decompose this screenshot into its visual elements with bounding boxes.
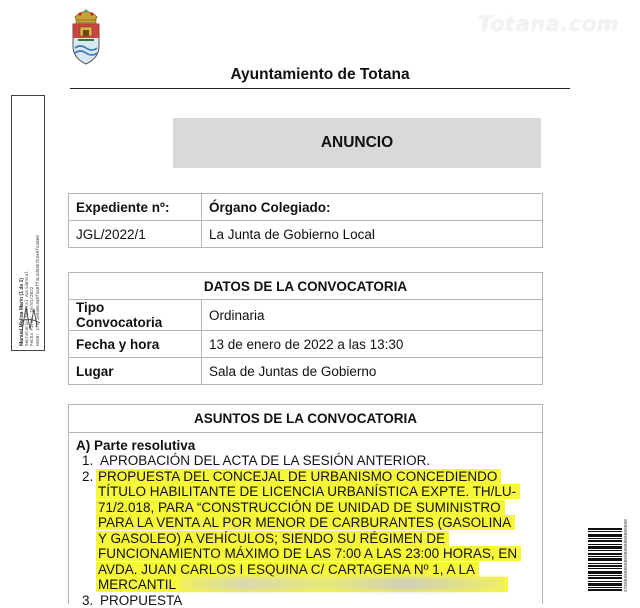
header-divider (70, 88, 570, 89)
item-number: 2. (82, 469, 93, 485)
agenda-item (82, 453, 532, 469)
item-line-text: MERCANTIL (98, 577, 176, 592)
item-line (96, 577, 508, 592)
item-line: FUNCIONAMIENTO MÁXIMO DE LAS 7:00 A LAS 23:00 HORAS, EN (96, 546, 521, 561)
call-details-title: DATOS DE LA CONVOCATORIA (69, 273, 543, 300)
coat-of-arms-logo (66, 4, 106, 66)
file-number-header: Expediente nº: (69, 194, 202, 221)
date-time-label: Fecha y hora (69, 331, 202, 358)
agenda-subsection: A) Parte resolutiva (76, 438, 195, 453)
item-line: Y GASOLEO) A VEHÍCULOS; SIENDO SU RÉGIMEN DE (96, 531, 449, 546)
item-text: PROPUESTA (100, 593, 182, 608)
site-watermark: Totana.com (478, 12, 619, 36)
item-line: 71/2.018, PARA “CONSTRUCCIÓN DE UNIDAD DE SUMINISTRO (96, 500, 505, 515)
agenda-item (82, 593, 532, 601)
item-line: TÍTULO HABILITANTE DE LICENCIA URBANÍSTICA EXPTE. TH/LU- (96, 484, 520, 499)
call-type-value: Ordinaria (202, 300, 543, 331)
item-line: PROPUESTA DEL CONCEJAL DE URBANISMO CONCEDIENDO (96, 469, 501, 484)
call-details-table (68, 272, 543, 385)
handwritten-signature (18, 301, 42, 335)
page-title: Ayuntamiento de Totana (70, 66, 570, 84)
location-value: Sala de Juntas de Gobierno (202, 358, 543, 385)
agenda-title: ASUNTOS DE LA CONVOCATORIA (69, 405, 542, 433)
location-label: Lugar (69, 358, 202, 385)
call-type-label: Tipo Convocatoria (69, 300, 202, 331)
signature-date: Fecha Firma: 10/01/2022 (30, 106, 35, 346)
redacted-block (179, 577, 504, 591)
agenda-section (68, 404, 543, 604)
notice-title: ANUNCIO (173, 118, 541, 168)
body-value: La Junta de Gobierno Local (202, 221, 543, 248)
file-info-table (68, 193, 543, 248)
item-text: APROBACIÓN DEL ACTA DE LA SESIÓN ANTERIOR. (100, 453, 430, 468)
agenda-list (82, 453, 532, 601)
item-number: 1. (82, 453, 93, 469)
barcode-text: XY0000000000000000000000000 (624, 519, 629, 592)
signer-name: Manuel Molina Marin (1 de 1) (20, 106, 25, 346)
signer-role: Secretario General Accidental (25, 106, 30, 346)
body-header: Órgano Colegiado: (202, 194, 543, 221)
signature-hash: HASH: 1f9f1e9a8c4a8f3a0ff4c3d56b7b2e9fa18e0 (36, 106, 41, 346)
file-number-value: JGL/2022/1 (69, 221, 202, 248)
barcode-icon (588, 528, 622, 592)
item-number: 3. (82, 593, 93, 608)
date-time-value: 13 de enero de 2022 a las 13:30 (202, 331, 543, 358)
item-line: AVDA. JUAN CARLOS I ESQUINA C/ CARTAGENA Nº 1, A LA (96, 562, 479, 577)
signature-stamp (11, 95, 45, 351)
agenda-item-highlighted (82, 469, 532, 593)
item-line: PARA LA VENTA AL POR MENOR DE CARBURANTES (GASOLINA (96, 515, 515, 530)
